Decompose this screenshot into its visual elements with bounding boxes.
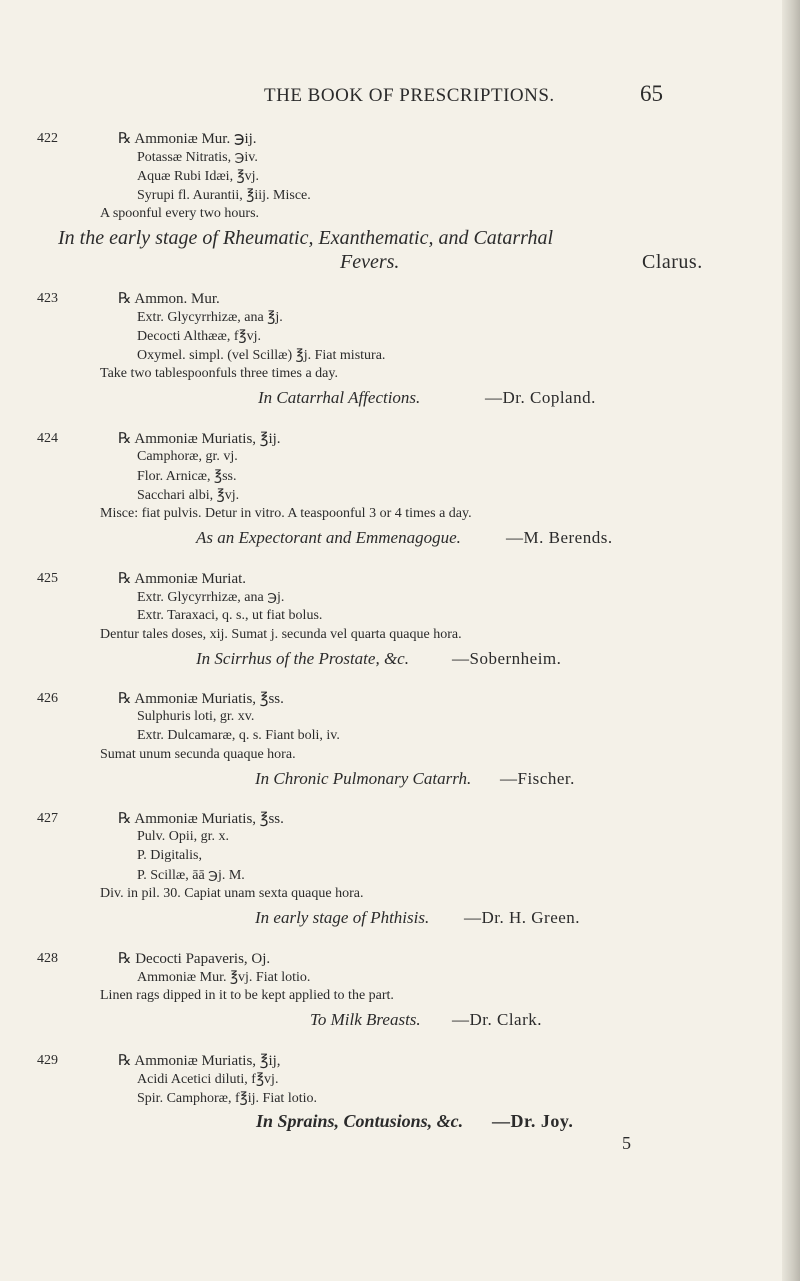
prescription-line: Take two tablespoonfuls three times a day. <box>100 366 338 381</box>
prescription-line: Sulphuris loti, gr. xv. <box>137 709 255 724</box>
page-edge-shadow <box>782 0 800 1281</box>
prescription-line: Misce: fiat pulvis. Detur in vitro. A teaspoonful 3 or 4 times a day. <box>100 506 472 521</box>
prescription-line: Camphoræ, gr. vj. <box>137 449 238 464</box>
prescription-line: P. Digitalis, <box>137 848 202 863</box>
page-number: 65 <box>640 81 663 106</box>
prescription-line: P. Scillæ, āā ℈j. M. <box>137 868 245 883</box>
prescription-line: Extr. Glycyrrhizæ, ana ℥j. <box>137 310 283 325</box>
prescription-line: Acidi Acetici diluti, f℥vj. <box>137 1072 279 1087</box>
prescription-line: ℞ Ammoniæ Muriatis, ℥ij, <box>118 1053 281 1069</box>
indication-heading: In Chronic Pulmonary Catarrh. <box>255 769 472 788</box>
prescription-line: Syrupi fl. Aurantii, ℥iij. Misce. <box>137 188 311 203</box>
indication-author: —Dr. Clark. <box>452 1010 543 1029</box>
prescription-line: ℞ Ammon. Mur. <box>118 291 220 307</box>
section-heading-line2: Fevers. <box>340 251 400 273</box>
prescription-line: Extr. Glycyrrhizæ, ana ℈j. <box>137 590 285 605</box>
prescription-line: A spoonful every two hours. <box>100 206 260 221</box>
prescription-number: 427 <box>37 811 58 826</box>
running-head: THE BOOK OF PRESCRIPTIONS. <box>264 85 555 106</box>
prescription-number: 429 <box>37 1053 58 1068</box>
prescription-line: ℞ Ammoniæ Muriatis, ℥ss. <box>118 811 284 827</box>
indication-heading: In Scirrhus of the Prostate, &c. <box>196 649 409 668</box>
prescription-line: Div. in pil. 30. Capiat unam sexta quaque hora. <box>100 886 364 901</box>
prescription-line: ℞ Ammoniæ Muriat. <box>118 571 247 587</box>
prescription-line: Decocti Althææ, f℥vj. <box>137 329 261 344</box>
prescription-number: 424 <box>37 431 58 446</box>
prescription-line: ℞ Decocti Papaveris, Oj. <box>118 951 271 967</box>
prescription-line: Extr. Taraxaci, q. s., ut fiat bolus. <box>137 608 323 623</box>
indication-heading: In Catarrhal Affections. <box>258 388 421 407</box>
indication-author: —Sobernheim. <box>452 649 562 668</box>
indication-heading: In early stage of Phthisis. <box>255 908 430 927</box>
prescription-line: Flor. Arnicæ, ℥ss. <box>137 469 237 484</box>
prescription-line: Potassæ Nitratis, ℈iv. <box>137 150 258 165</box>
prescription-number: 423 <box>37 291 58 306</box>
prescription-line: Ammoniæ Mur. ℥vj. Fiat lotio. <box>137 970 311 985</box>
prescription-number: 426 <box>37 691 58 706</box>
prescription-line: Sumat unum secunda quaque hora. <box>100 747 296 762</box>
prescription-line: Dentur tales doses, xij. Sumat j. secunda vel quarta quaque hora. <box>100 627 462 642</box>
indication-heading: To Milk Breasts. <box>310 1010 421 1029</box>
prescription-line: Aquæ Rubi Idæi, ℥vj. <box>137 169 260 184</box>
indication-author: —Fischer. <box>500 769 575 788</box>
indication-heading: As an Expectorant and Emmenagogue. <box>196 528 461 547</box>
prescription-number: 428 <box>37 951 58 966</box>
prescription-line: Extr. Dulcamaræ, q. s. Fiant boli, iv. <box>137 728 340 743</box>
prescription-line: Pulv. Opii, gr. x. <box>137 829 230 844</box>
indication-author: —Dr. Copland. <box>485 388 596 407</box>
prescription-number: 425 <box>37 571 58 586</box>
prescription-number: 422 <box>37 131 58 146</box>
indication-author: —M. Berends. <box>506 528 613 547</box>
prescription-line: Linen rags dipped in it to be kept applied to the part. <box>100 988 394 1003</box>
prescription-line: ℞ Ammoniæ Muriatis, ℥ij. <box>118 431 281 447</box>
prescription-line: Sacchari albi, ℥vj. <box>137 488 240 503</box>
prescription-line: Oxymel. simpl. (vel Scillæ) ℥j. Fiat mistura. <box>137 348 386 363</box>
section-author: Clarus. <box>642 251 703 273</box>
prescription-line: ℞ Ammoniæ Mur. ℈ij. <box>118 131 257 147</box>
indication-author: —Dr. H. Green. <box>464 908 581 927</box>
section-heading-line1: In the early stage of Rheumatic, Exanthematic, and Catarrhal <box>58 227 554 249</box>
indication-heading: In Sprains, Contusions, &c. <box>256 1111 464 1131</box>
prescription-line: Spir. Camphoræ, f℥ij. Fiat lotio. <box>137 1091 317 1106</box>
indication-author: —Dr. Joy. <box>492 1111 574 1131</box>
page-header <box>0 81 800 109</box>
signature-mark: 5 <box>622 1133 631 1153</box>
prescription-line: ℞ Ammoniæ Muriatis, ℥ss. <box>118 691 284 707</box>
